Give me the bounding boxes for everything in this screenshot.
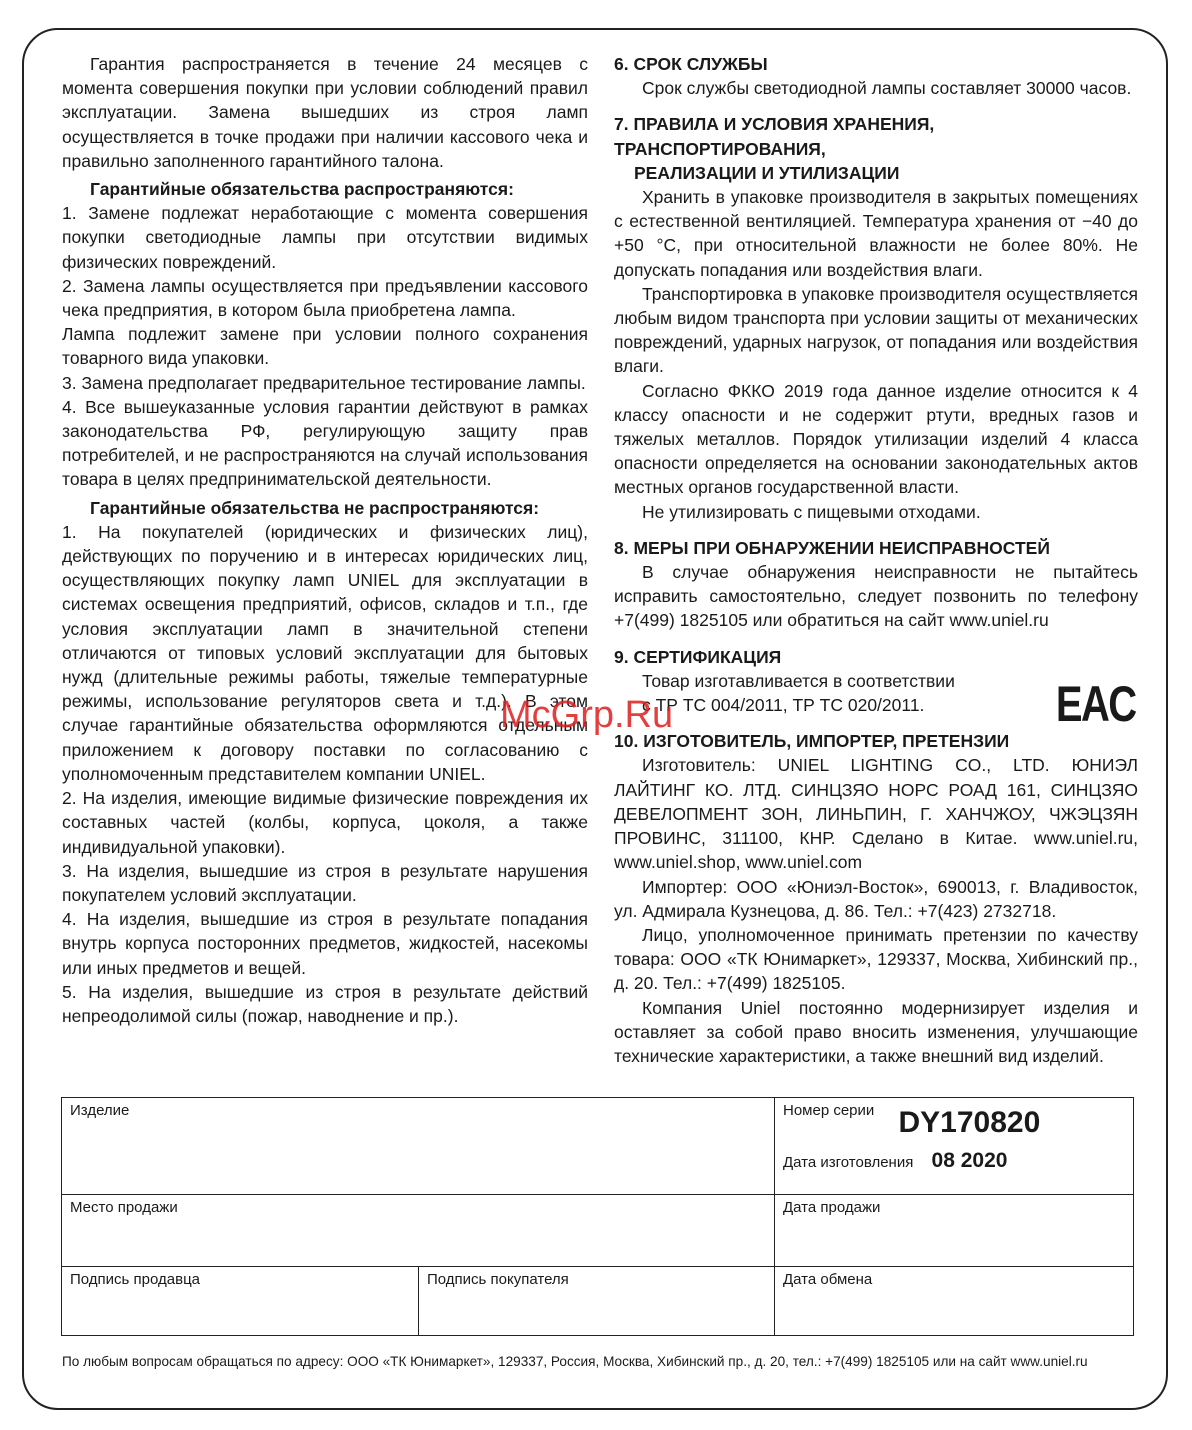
section-10-importer: Импортер: ООО «Юниэл-Восток», 690013, г. Владивосток, ул. Адмирала Кузнецова, д. 86. Тел.: +7(423) 2732718. bbox=[614, 876, 1138, 921]
serial-value: DY170820 bbox=[898, 1106, 1041, 1139]
section-6-heading: 6. СРОК СЛУЖБЫ bbox=[614, 54, 768, 74]
product-label: Изделие bbox=[70, 1102, 130, 1119]
buyer-signature-field[interactable] bbox=[419, 1267, 775, 1336]
certification-line-2: с ТР ТС 004/2011, ТР ТС 020/2011. bbox=[642, 695, 925, 716]
covered-item-3: 3. Замена предполагает предварительное тестирование лампы. bbox=[62, 372, 586, 393]
section-7-transport: Транспортировка в упаковке производителя осуществляется любым видом транспорта при условии защиты от механических повреждений, ударных нагрузок, от попадания или воздействия влаги. bbox=[614, 283, 1138, 377]
covered-heading: Гарантийные обязательства распространяются: bbox=[90, 179, 514, 200]
date-of-sale-field[interactable] bbox=[775, 1195, 1134, 1267]
section-7-heading-line2: РЕАЛИЗАЦИИ И УТИЛИЗАЦИИ bbox=[634, 162, 900, 183]
serial-cell bbox=[775, 1098, 1134, 1195]
warranty-intro: Гарантия распространяется в течение 24 месяцев с момента совершения покупки при условии соблюдений правил эксплуатации. Замена вышедших из строя ламп осуществляется в точке продажи при наличии кассового чека и правильно заполненного гарантийного талона. bbox=[62, 54, 588, 171]
section-10-modification: Компания Uniel постоянно модернизирует изделия и оставляет за собой право вносить изменения, улучшающие технические характеристики, а также внешний вид изделий. bbox=[614, 997, 1138, 1066]
covered-item-4: 4. Все вышеуказанные условия гарантии действуют в рамках законодательства РФ, регулирующую защиту прав потребителей, и не распространяются на случай использования товара в целях предпринимательской деятельности. bbox=[62, 396, 588, 490]
section-8-text: В случае обнаружения неисправности не пытайтесь исправить самостоятельно, следует позвонить по телефону +7(499) 1825105 или обратиться на сайт www.uniel.ru bbox=[614, 562, 1138, 631]
covered-item-note: Лампа подлежит замене при условии полного сохранения товарного вида упаковки. bbox=[62, 324, 588, 369]
exchange-date-field[interactable] bbox=[775, 1267, 1134, 1336]
serial-label: Номер серии bbox=[783, 1102, 875, 1119]
product-field[interactable] bbox=[62, 1098, 775, 1195]
certification-line-1: Товар изготавливается в соответствии bbox=[642, 670, 955, 691]
section-7-food-waste: Не утилизировать с пищевыми отходами. bbox=[642, 501, 981, 522]
section-8-heading: 8. МЕРЫ ПРИ ОБНАРУЖЕНИИ НЕИСПРАВНОСТЕЙ bbox=[614, 537, 1050, 558]
section-6-text: Срок службы светодиодной лампы составляет 30000 часов. bbox=[642, 78, 1132, 99]
seller-signature-label: Подпись продавца bbox=[70, 1271, 201, 1288]
covered-item-2: 2. Замена лампы осуществляется при предъявлении кассового чека предприятия, в котором была приобретена лампа. bbox=[62, 275, 588, 321]
date-of-sale-label: Дата продажи bbox=[783, 1199, 881, 1216]
footer-contact: По любым вопросам обращаться по адресу: ООО «ТК Юнимаркет», 129337, Россия, Москва, Хибинский пр., д. 20, тел.: +7(499) 1825105 или на сайт www.uniel.ru bbox=[62, 1354, 1088, 1369]
section-7-heading-line1: 7. ПРАВИЛА И УСЛОВИЯ ХРАНЕНИЯ, ТРАНСПОРТИРОВАНИЯ, bbox=[614, 114, 935, 159]
not-covered-item-2: 2. На изделия, имеющие видимые физические повреждения их составных частей (колбы, корпуса, цоколя, а также индивидуальной упаковки). bbox=[62, 788, 588, 857]
left-column bbox=[62, 52, 588, 1028]
not-covered-item-3: 3. На изделия, вышедшие из строя в результате нарушения покупателем условий эксплуатации. bbox=[62, 860, 588, 905]
covered-item-1: 1. Замене подлежат неработающие с момента совершения покупки светодиодные лампы при отсутствии видимых физических повреждений. bbox=[62, 203, 588, 272]
exchange-date-label: Дата обмена bbox=[783, 1271, 873, 1288]
warranty-card bbox=[61, 1097, 1134, 1336]
seller-signature-field[interactable] bbox=[62, 1267, 419, 1336]
not-covered-item-5: 5. На изделия, вышедшие из строя в результате действий непреодолимой силы (пожар, наводнение и пр.). bbox=[62, 981, 588, 1026]
not-covered-heading: Гарантийные обязательства не распространяются: bbox=[90, 497, 540, 518]
not-covered-item-1: 1. На покупателей (юридических и физических лиц), действующих по поручению и в интересах юридических лиц, осуществляющих покупку ламп UNIEL для эксплуатации в системах освещения предприятий, офисов, складов и т.п., где условия эксплуатации ламп в значительной степени отличаются от типовых условий эксплуатации для бытовых нужд (длительные режимы работы, тяжелые температурные режимы, использование регуляторов света и т.д.). В этом случае гарантийные обязательства оформляются отдельным приложением к договору поставки по согласованию с уполномоченным представителем компании UNIEL. bbox=[62, 521, 588, 784]
section-10-manufacturer: Изготовитель: UNIEL LIGHTING CO., LTD. ЮНИЭЛ ЛАЙТИНГ КО. ЛТД. СИНЦЗЯО НОРС РОАД 161, СИНЦЗЯО ДЕВЕЛОПМЕНТ ЗОН, ЛИНЬПИН, Г. ХАНЧЖОУ, ЧЖЭЦЗЯН ПРОВИНС, 311100, КНР. Сделано в Китае. www.uniel.ru, www.uniel.shop, www.uniel.com bbox=[614, 755, 1138, 873]
section-10-claims: Лицо, уполномоченное принимать претензии по качеству товара: ООО «ТК Юнимаркет», 129337, Москва, Хибинский пр., д. 20. Тел.: +7(499) 1825105. bbox=[614, 924, 1138, 994]
section-7-heading bbox=[614, 112, 1138, 185]
watermark: McGrp.Ru bbox=[500, 694, 674, 736]
certification-block bbox=[614, 669, 1138, 732]
section-7-storage: Хранить в упаковке производителя в закрытых помещениях с естественной вентиляцией. Температура хранения от −40 до +50 °С, при относительной влажности не более 80%. Не допускать попадания или воздействия влаги. bbox=[614, 187, 1138, 280]
buyer-signature-label: Подпись покупателя bbox=[427, 1271, 569, 1288]
mfg-date-value: 08 2020 bbox=[931, 1149, 1008, 1172]
place-of-sale-field[interactable] bbox=[62, 1195, 775, 1267]
mfg-date-label: Дата изготовления bbox=[783, 1154, 914, 1171]
section-9-heading: 9. СЕРТИФИКАЦИЯ bbox=[614, 646, 782, 667]
place-of-sale-label: Место продажи bbox=[70, 1199, 178, 1216]
not-covered-item-4: 4. На изделия, вышедшие из строя в результате попадания внутрь корпуса посторонних предметов, жидкостей, насекомы или иных предметов и вещей. bbox=[62, 909, 588, 978]
right-column bbox=[614, 52, 1138, 1068]
section-10-heading: 10. ИЗГОТОВИТЕЛЬ, ИМПОРТЕР, ПРЕТЕНЗИИ bbox=[614, 731, 1010, 752]
eac-mark-icon: EAC bbox=[1056, 675, 1136, 732]
section-7-disposal: Согласно ФККО 2019 года данное изделие относится к 4 классу опасности и не содержит ртути, вредных газов и тяжелых металлов. Порядок утилизации изделий 4 класса опасности определяется на основании законодательных актов местных органов государственной власти. bbox=[614, 380, 1138, 498]
